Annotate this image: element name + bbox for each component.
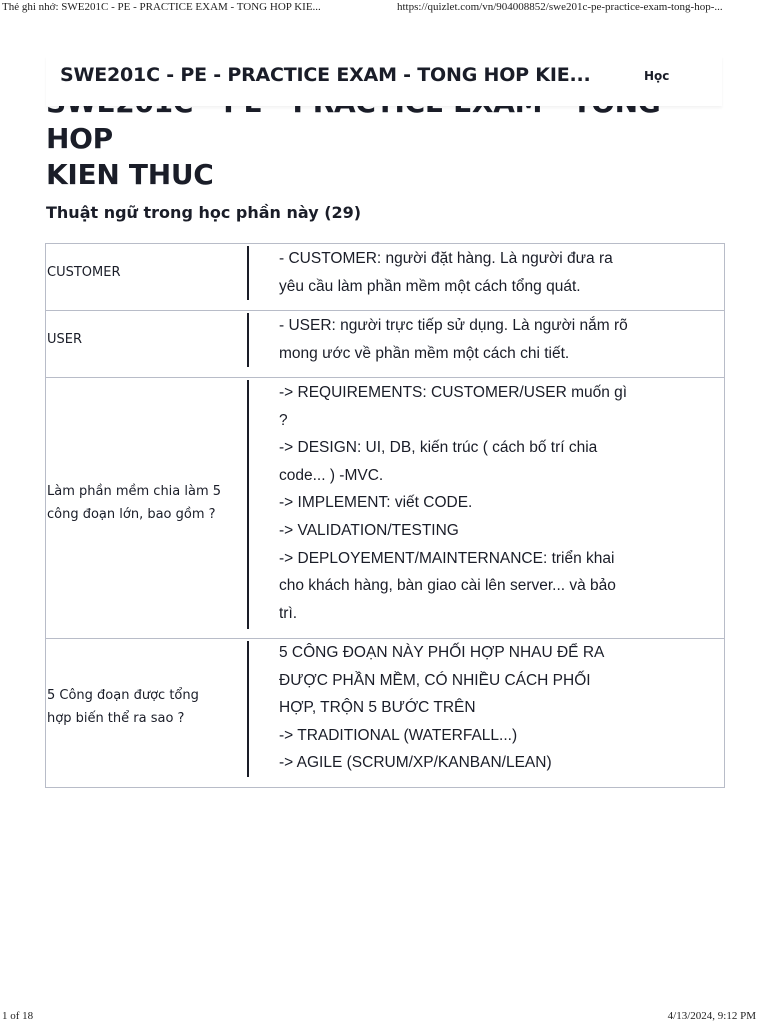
sticky-header-title: SWE201C - PE - PRACTICE EXAM - TONG HOP KIE... — [60, 64, 591, 86]
definition-line: -> DEPLOYEMENT/MAINTERNANCE: triển khai — [279, 549, 615, 567]
page-title-line-1: HOP — [46, 122, 113, 155]
definition-line: -> TRADITIONAL (WATERFALL...) — [279, 726, 518, 744]
term-row — [46, 378, 724, 639]
term-word — [47, 480, 242, 526]
definition-line: ĐƯỢC PHẦN MỀM, CÓ NHIỀU CÁCH PHỐI — [279, 671, 591, 689]
print-header-url: https://quizlet.com/vn/904008852/swe201c-pe-practice-exam-tong-hop-... — [397, 1, 723, 13]
definition-line: HỢP, TRỘN 5 BƯỚC TRÊN — [279, 699, 476, 717]
term-divider — [247, 380, 249, 629]
definition-line: -> VALIDATION/TESTING — [279, 521, 459, 539]
term-divider — [247, 641, 249, 777]
definition-line: mong ước về phần mềm một cách chi tiết. — [279, 344, 570, 362]
term-word: USER — [47, 332, 83, 347]
term-row — [46, 639, 724, 787]
definition-line: 5 CÔNG ĐOẠN NÀY PHỐI HỢP NHAU ĐỂ RA — [279, 644, 605, 661]
sticky-header — [46, 56, 722, 106]
definition-line: code... ) -MVC. — [279, 466, 384, 484]
term-row — [46, 244, 724, 311]
definition-line: trì. — [279, 604, 298, 622]
definition-line: - CUSTOMER: người đặt hàng. Là người đưa ra — [279, 250, 613, 267]
term-line: hợp biến thể ra sao ? — [47, 711, 185, 726]
term-definition — [279, 379, 659, 627]
term-definition — [279, 312, 659, 367]
term-definition — [279, 245, 659, 300]
definition-line: -> IMPLEMENT: viết CODE. — [279, 494, 473, 512]
print-header — [0, 0, 768, 16]
term-divider — [247, 246, 249, 300]
terms-table — [45, 243, 725, 788]
term-word: CUSTOMER — [47, 265, 121, 280]
learn-button[interactable]: Học — [644, 69, 670, 83]
terms-section-heading: Thuật ngữ trong học phần này (29) — [46, 203, 362, 222]
term-divider — [247, 313, 249, 367]
print-footer-page: 1 of 18 — [2, 1010, 34, 1022]
definition-line: cho khách hàng, bàn giao cài lên server... và bảo — [279, 577, 616, 595]
term-word — [47, 684, 242, 730]
page-title-line-2: KIEN THUC — [46, 158, 214, 191]
term-line: công đoạn lớn, bao gồm ? — [47, 507, 216, 522]
term-line: 5 Công đoạn được tổng — [47, 688, 199, 703]
term-line: Làm phần mềm chia làm 5 — [47, 484, 222, 499]
print-header-title: Thẻ ghi nhớ: SWE201C - PE - PRACTICE EXAM - TONG HOP KIE... — [2, 1, 321, 13]
term-definition — [279, 639, 659, 777]
definition-line: - USER: người trực tiếp sử dụng. Là người nắm rõ — [279, 317, 628, 334]
print-footer — [0, 1010, 768, 1024]
print-footer-date: 4/13/2024, 9:12 PM — [667, 1010, 756, 1022]
definition-line: -> DESIGN: UI, DB, kiến trúc ( cách bố trí chia — [279, 439, 598, 457]
definition-line: -> REQUIREMENTS: CUSTOMER/USER muốn gì — [279, 384, 628, 401]
term-row — [46, 311, 724, 378]
definition-line: -> AGILE (SCRUM/XP/KANBAN/LEAN) — [279, 754, 552, 772]
definition-line: yêu cầu làm phần mềm một cách tổng quát. — [279, 277, 581, 295]
definition-line: ? — [279, 411, 288, 429]
